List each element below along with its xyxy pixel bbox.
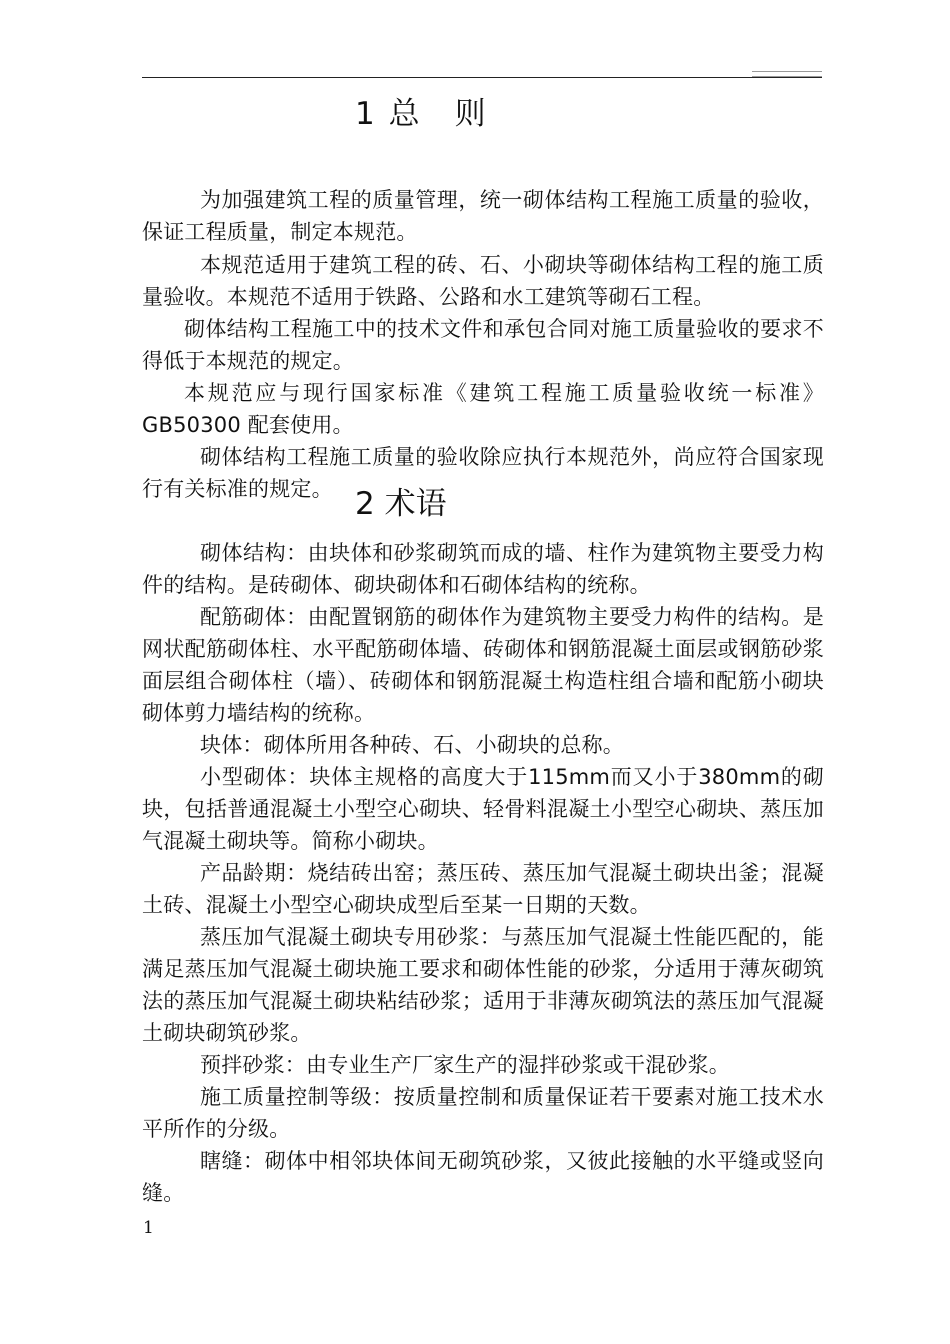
ch1-paragraph-5: 砌体结构工程施工质量的验收除应执行本规范外，尚应符合国家现行有关标准的规定。: [142, 445, 824, 501]
header-rule-small-bottom: [752, 76, 822, 77]
header-rule-small-top: [752, 71, 822, 72]
chapter-1-title: 1 总 则: [355, 96, 488, 132]
ch2-term-blind-joint: 瞎缝：砌体中相邻块体间无砌筑砂浆，又彼此接触的水平缝或竖向缝。: [142, 1149, 824, 1205]
header-rule: [142, 77, 822, 78]
ch1-paragraph-4: 本规范应与现行国家标准《建筑工程施工质量验收统一标准》GB50300 配套使用。: [142, 381, 824, 437]
ch2-term-quality-control-grade: 施工质量控制等级：按质量控制和质量保证若干要素对施工技术水平所作的分级。: [142, 1085, 824, 1141]
ch2-term-masonry-structure: 砌体结构：由块体和砂浆砌筑而成的墙、柱作为建筑物主要受力构件的结构。是砖砌体、砌块砌体和石砌体结构的统称。: [142, 541, 824, 597]
ch1-paragraph-3: 砌体结构工程施工中的技术文件和承包合同对施工质量验收的要求不得低于本规范的规定。: [142, 317, 824, 373]
page-number: 1: [143, 1218, 154, 1238]
ch2-term-block: 块体：砌体所用各种砖、石、小砌块的总称。: [200, 733, 624, 757]
ch2-term-ready-mixed-mortar: 预拌砂浆：由专业生产厂家生产的湿拌砂浆或干混砂浆。: [200, 1053, 730, 1077]
ch2-term-product-age: 产品龄期：烧结砖出窑；蒸压砖、蒸压加气混凝土砌块出釜；混凝土砖、混凝土小型空心砌块成型后至某一日期的天数。: [142, 861, 824, 917]
ch2-term-reinforced-masonry: 配筋砌体：由配置钢筋的砌体作为建筑物主要受力构件的结构。是网状配筋砌体柱、水平配筋砌体墙、砖砌体和钢筋混凝土面层或钢筋砂浆面层组合砌体柱（墙）、砖砌体和钢筋混凝土构造柱组合墙和配筋小砌块砌体剪力墙结构的统称。: [142, 605, 824, 725]
ch1-paragraph-1: 为加强建筑工程的质量管理，统一砌体结构工程施工质量的验收，保证工程质量，制定本规范。: [142, 188, 824, 244]
ch2-term-special-mortar: 蒸压加气混凝土砌块专用砂浆：与蒸压加气混凝土性能匹配的，能满足蒸压加气混凝土砌块施工要求和砌体性能的砂浆，分适用于薄灰砌筑法的蒸压加气混凝土砌块粘结砂浆；适用于非薄灰砌筑法的蒸压加气混凝土砌块砌筑砂浆。: [142, 925, 824, 1045]
ch1-paragraph-2: 本规范适用于建筑工程的砖、石、小砌块等砌体结构工程的施工质量验收。本规范不适用于铁路、公路和水工建筑等砌石工程。: [142, 253, 824, 309]
chapter-2-title: 2 术语: [355, 486, 447, 522]
ch2-term-small-block: 小型砌体：块体主规格的高度大于115mm而又小于380mm的砌块，包括普通混凝土小型空心砌块、轻骨料混凝土小型空心砌块、蒸压加气混凝土砌块等。简称小砌块。: [142, 765, 824, 853]
